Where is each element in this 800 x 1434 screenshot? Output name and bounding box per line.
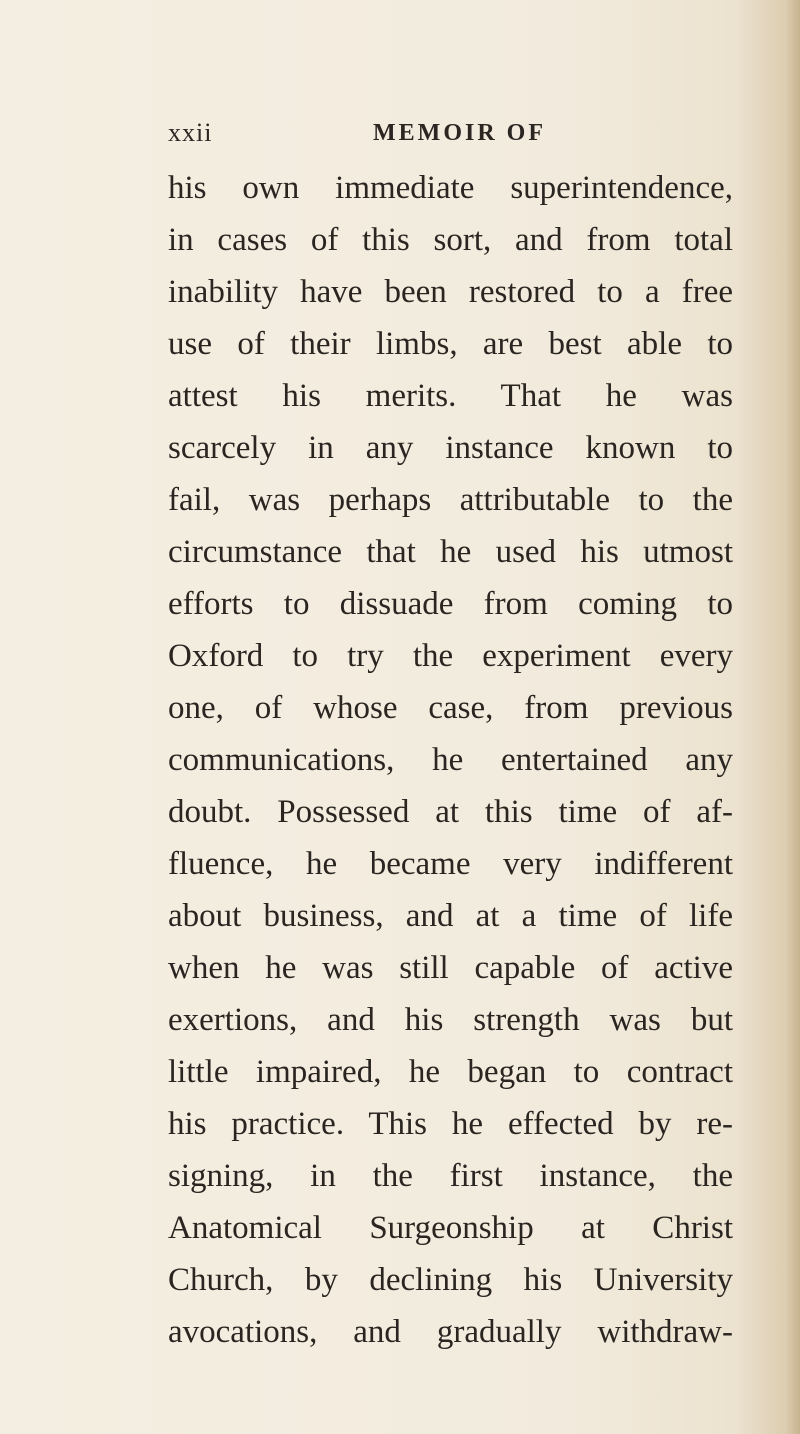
text-line: inability have been restored to a free: [168, 274, 733, 310]
text-line: fail, was perhaps attributable to the: [168, 482, 733, 518]
text-line: signing, in the first instance, the: [168, 1158, 733, 1194]
text-line: exertions, and his strength was but: [168, 1002, 733, 1038]
text-line: doubt. Possessed at this time of af-: [168, 794, 733, 830]
page-number: xxii: [168, 118, 213, 147]
text-line: little impaired, he began to contract: [168, 1054, 733, 1090]
running-head: MEMOIR OF: [373, 120, 546, 146]
text-line: efforts to dissuade from coming to: [168, 586, 733, 622]
text-line: about business, and at a time of life: [168, 898, 733, 934]
text-line: communications, he entertained any: [168, 742, 733, 778]
text-line: his practice. This he effected by re-: [168, 1106, 733, 1142]
page-header: [168, 118, 728, 158]
text-line: scarcely in any instance known to: [168, 430, 733, 466]
text-line: his own immediate superintendence,: [168, 170, 733, 206]
text-line: circumstance that he used his utmost: [168, 534, 733, 570]
text-line: one, of whose case, from previous: [168, 690, 733, 726]
text-line: avocations, and gradually withdraw-: [168, 1314, 733, 1350]
text-line: when he was still capable of active: [168, 950, 733, 986]
text-line: Church, by declining his University: [168, 1262, 733, 1298]
text-line: attest his merits. That he was: [168, 378, 733, 414]
text-line: Oxford to try the experiment every: [168, 638, 733, 674]
text-line: in cases of this sort, and from total: [168, 222, 733, 258]
text-line: use of their limbs, are best able to: [168, 326, 733, 362]
text-line: fluence, he became very indifferent: [168, 846, 733, 882]
text-line: Anatomical Surgeonship at Christ: [168, 1210, 733, 1246]
body-text: [168, 162, 733, 1358]
page-edge-shadow: [786, 0, 800, 1434]
